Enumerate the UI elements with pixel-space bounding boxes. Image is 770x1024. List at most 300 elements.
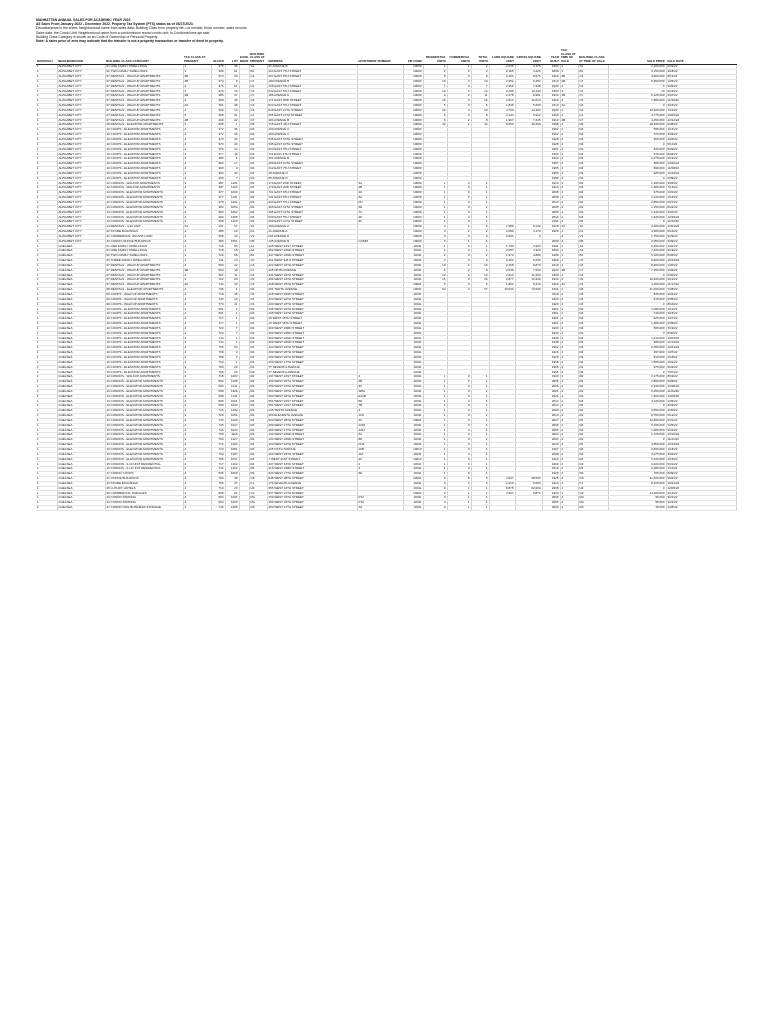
table-cell: 716 [211, 244, 225, 249]
table-cell: R4 [578, 389, 608, 394]
table-cell: 13 CONDOS - ELEVATOR APARTMENTS [105, 384, 183, 389]
table-cell: 1 [471, 215, 489, 220]
column-header: LOT [225, 49, 239, 65]
table-cell: 769 [211, 433, 225, 438]
table-cell: 10/31/22 [666, 481, 736, 486]
table-cell: 405 [211, 123, 225, 128]
table-cell: 10009 [403, 210, 423, 215]
table-cell: CHELSEA [57, 452, 105, 457]
table-cell: 1 [36, 491, 57, 496]
table-cell: 1 [36, 346, 57, 351]
table-cell: CHELSEA [57, 249, 105, 254]
table-cell: 2 [560, 409, 578, 414]
table-cell: C7 [578, 79, 608, 84]
table-cell: 1 [471, 418, 489, 423]
table-cell: 01 ONE FAMILY DWELLINGS [105, 249, 183, 254]
table-cell: 1 [36, 452, 57, 457]
table-cell: 2/18/22 [666, 355, 736, 360]
table-cell: 3/02/22 [666, 452, 736, 457]
table-cell: 2009 [542, 239, 560, 244]
table-cell: 2 [560, 152, 578, 157]
table-cell: 25 LUXURY HOTELS [105, 486, 183, 491]
table-cell: R4 [578, 205, 608, 210]
table-cell: 4 [560, 239, 578, 244]
table-cell: 450 WEST 17TH STREET [267, 428, 357, 433]
table-cell: 10 COOPS - ELEVATOR APARTMENTS [105, 355, 183, 360]
table-cell: 2 [560, 142, 578, 147]
table-cell: 795 [211, 457, 225, 462]
table-cell: 452 WEST 22ND STREET [267, 249, 357, 254]
table-cell: 77 SEVENTH AVENUE [267, 370, 357, 375]
table-cell: 1959 [542, 171, 560, 176]
table-cell: 10011 [403, 472, 423, 477]
table-cell: 746 [211, 288, 225, 293]
table-cell: 5A [357, 196, 403, 201]
table-cell: 2 [560, 351, 578, 356]
table-cell: 10 COOPS - ELEVATOR APARTMENTS [105, 142, 183, 147]
table-cell: 1027 [225, 423, 239, 428]
table-cell: 0 [447, 108, 471, 113]
table-cell: C4 [578, 108, 608, 113]
table-cell: 0 [608, 486, 666, 491]
table-cell: 0 [447, 191, 471, 196]
table-cell: 1910 [542, 278, 560, 283]
table-cell: C4 [578, 89, 608, 94]
table-cell: 1900 [542, 254, 560, 259]
table-cell: 11F [357, 452, 403, 457]
table-cell: 10 WEST 15TH STREET [267, 321, 357, 326]
table-cell: 766 [211, 481, 225, 486]
table-cell: 5,450,000 [608, 389, 666, 394]
table-cell: CHELSEA [57, 244, 105, 249]
table-cell: R4 [578, 428, 608, 433]
table-cell: C4 [249, 74, 267, 79]
table-cell: 1,625,000 [608, 215, 666, 220]
table-cell: 2 [560, 302, 578, 307]
table-cell: 10 COOPS - ELEVATOR APARTMENTS [105, 370, 183, 375]
table-cell [489, 506, 515, 511]
table-cell: 3 [225, 355, 239, 360]
table-cell: 2,504 [489, 234, 515, 239]
table-cell: 6/16/22 [666, 229, 736, 234]
table-cell: S4 [249, 225, 267, 230]
table-cell: 0 [423, 491, 447, 496]
table-cell: 2 [560, 210, 578, 215]
table-cell: 689,000 [608, 341, 666, 346]
table-cell: 224 WEST 15TH STREET [267, 302, 357, 307]
table-cell: 766 [211, 346, 225, 351]
table-cell: 1,075,000 [608, 157, 666, 162]
table-cell: 1 [471, 205, 489, 210]
table-cell: 13 CONDOS - ELEVATOR APARTMENTS [105, 443, 183, 448]
table-cell: 2 [183, 152, 211, 157]
table-cell: 2 [183, 191, 211, 196]
table-cell: CHELSEA [57, 336, 105, 341]
table-cell: 2 [560, 370, 578, 375]
table-cell: 0 [447, 89, 471, 94]
table-cell: 91 AVENUE B [267, 65, 357, 70]
table-cell: 0 [447, 428, 471, 433]
table-cell: 2 [560, 128, 578, 133]
table-cell: 1 [36, 89, 57, 94]
table-cell: 1 [36, 191, 57, 196]
table-cell: 360 WEST 22ND STREET [267, 341, 357, 346]
table-cell: 2 [183, 215, 211, 220]
table-cell: C6 [578, 292, 608, 297]
table-cell: D4 [578, 152, 608, 157]
table-cell: 0 [447, 244, 471, 249]
table-cell: 525,000 [608, 171, 666, 176]
table-cell: 395 [211, 234, 225, 239]
table-cell: ALPHABET CITY [57, 94, 105, 99]
table-cell: 13 CONDOS - ELEVATOR APARTMENTS [105, 389, 183, 394]
table-cell: 2 [560, 423, 578, 428]
table-cell: 1 [36, 462, 57, 467]
table-cell: 36 [225, 128, 239, 133]
table-cell: 1 [36, 133, 57, 138]
table-cell: 1 [36, 137, 57, 142]
table-cell: 7/28/22 [666, 288, 736, 293]
table-cell: 44 [225, 137, 239, 142]
table-cell: 1 [560, 258, 578, 263]
table-cell: 1 [36, 472, 57, 477]
table-cell: 1965 [542, 370, 560, 375]
table-cell: ALPHABET CITY [57, 181, 105, 186]
table-cell: 1 [471, 452, 489, 457]
table-cell: 1101 [225, 181, 239, 186]
table-cell: 2006 [542, 384, 560, 389]
table-cell: ALPHABET CITY [57, 171, 105, 176]
table-cell: R4 [249, 389, 267, 394]
table-cell: D4 [249, 128, 267, 133]
table-cell: 9/19/22 [666, 157, 736, 162]
table-cell: S1 [249, 65, 267, 70]
table-cell: 40 [225, 268, 239, 273]
table-cell: 8/05/22 [666, 254, 736, 259]
header-line: Decades/years in the sheet; Neighborhood name from sales data; Building Class from property file; Lot number, block number, sales records. [36, 26, 248, 31]
table-cell: 10009 [403, 162, 423, 167]
table-cell: 2015 [542, 443, 560, 448]
table-cell: 43 CONDO OFFICE BUILDINGS [105, 239, 183, 244]
table-cell: 44 [225, 142, 239, 147]
table-cell: S1 [578, 65, 608, 70]
table-cell: 384 [211, 162, 225, 167]
table-cell: 5 [423, 103, 447, 108]
table-cell: 1928 [542, 142, 560, 147]
table-cell: 1957 [542, 162, 560, 167]
table-cell: 694 [211, 384, 225, 389]
table-cell: 1938 [542, 336, 560, 341]
table-cell: 0 [423, 234, 447, 239]
table-cell: D4 [578, 147, 608, 152]
table-cell: G2 [249, 491, 267, 496]
table-cell: 1930 [542, 491, 560, 496]
table-cell: R4 [249, 452, 267, 457]
table-cell: 7/07/22 [666, 370, 736, 375]
table-cell: 31 [225, 113, 239, 118]
table-cell: 4 [183, 506, 211, 511]
table-cell: 450 WEST 17TH STREET [267, 423, 357, 428]
table-cell: 3 [471, 258, 489, 263]
table-cell: 1031 [225, 457, 239, 462]
table-cell: 18 [225, 249, 239, 254]
table-cell: 1960 [542, 152, 560, 157]
table-cell: 4,170 [515, 229, 542, 234]
table-cell: 2014 [542, 399, 560, 404]
table-cell: 9/26/22 [666, 380, 736, 385]
header-line: Note: A sales price of zero may indicate that the transfer is not a property transaction or transfer of deed to property. [36, 39, 224, 44]
table-cell: CHELSEA [57, 268, 105, 273]
table-cell: K1 [249, 481, 267, 486]
table-cell: 2 [560, 413, 578, 418]
table-cell: 9 [225, 79, 239, 84]
table-cell: CHELSEA [57, 413, 105, 418]
table-cell: 1 [36, 200, 57, 205]
table-cell: D4 [578, 346, 608, 351]
table-cell: R4 [249, 433, 267, 438]
column-header: TAX CLASS AT PRESENT [183, 49, 211, 65]
table-cell: 1 [471, 380, 489, 385]
table-cell: 10 [608, 89, 666, 94]
table-cell: 95,000 [608, 496, 666, 501]
table-cell: CHELSEA [57, 389, 105, 394]
table-cell: 0 [423, 496, 447, 501]
table-cell: 0 [423, 501, 447, 506]
table-cell: P13 [357, 501, 403, 506]
table-cell: 2,850,000 [608, 200, 666, 205]
table-cell: 12/05/22 [666, 486, 736, 491]
table-cell: 1 [36, 142, 57, 147]
table-cell: 10011 [403, 399, 423, 404]
table-cell: 7 [225, 176, 239, 181]
table-cell: 1 [36, 307, 57, 312]
table-cell: 768 [211, 355, 225, 360]
table-cell: CHELSEA [57, 457, 105, 462]
table-cell: 1900 [542, 84, 560, 89]
table-cell: 10011 [403, 375, 423, 380]
table-cell: 1054 [225, 205, 239, 210]
table-cell: ALPHABET CITY [57, 113, 105, 118]
table-cell: 10 COOPS - ELEVATOR APARTMENTS [105, 351, 183, 356]
table-cell: 2 [183, 331, 211, 336]
table-cell: 1 [423, 394, 447, 399]
table-cell: 400 EAST 10TH STREET [267, 162, 357, 167]
table-cell: 1 [36, 341, 57, 346]
table-cell: 10011 [403, 380, 423, 385]
table-cell: 2008 [542, 191, 560, 196]
table-cell: 2 [183, 200, 211, 205]
table-cell: 2 [560, 307, 578, 312]
table-cell: CHELSEA [57, 418, 105, 423]
table-cell: 0 [515, 234, 542, 239]
table-cell: 80 AVENUE D [267, 176, 357, 181]
table-cell: 2 [560, 365, 578, 370]
table-cell: ALPHABET CITY [57, 147, 105, 152]
table-cell: 2014 [542, 200, 560, 205]
table-cell: 2,352 [489, 79, 515, 84]
table-cell: C3 [578, 103, 608, 108]
table-cell: 14 [225, 108, 239, 113]
table-cell: 28 [225, 103, 239, 108]
table-cell: 10 COOPS - ELEVATOR APARTMENTS [105, 341, 183, 346]
table-cell: 520 WEST 28TH STREET [267, 418, 357, 423]
table-cell: C4 [249, 263, 267, 268]
table-cell: 435 WEST 19TH STREET [267, 307, 357, 312]
table-cell: 605 EAST 11TH STREET [267, 113, 357, 118]
table-cell: CHELSEA [57, 263, 105, 268]
table-cell: 10011 [403, 273, 423, 278]
table-cell: 1 [471, 467, 489, 472]
table-cell: 5,600 [515, 103, 542, 108]
table-cell: 717 [211, 462, 225, 467]
table-cell: ALPHABET CITY [57, 186, 105, 191]
table-cell: 1910 [542, 467, 560, 472]
table-cell: 1 [36, 336, 57, 341]
table-cell: 77 SEVENTH AVENUE [267, 365, 357, 370]
table-cell: 1 [471, 399, 489, 404]
table-cell: D4 [578, 370, 608, 375]
table-cell: 0 [447, 249, 471, 254]
table-cell: R4 [578, 443, 608, 448]
table-cell: 1 [423, 196, 447, 201]
table-cell: 7 [225, 326, 239, 331]
table-cell: 5E [357, 472, 403, 477]
table-cell: 1304 [225, 443, 239, 448]
table-cell: 4,850,000 [608, 443, 666, 448]
table-cell: 2 [560, 472, 578, 477]
table-cell: CHELSEA [57, 496, 105, 501]
table-cell: 2 [183, 186, 211, 191]
table-cell: 1910 [542, 186, 560, 191]
table-cell: 0 [447, 443, 471, 448]
table-cell: 380 [211, 239, 225, 244]
table-cell: 46 [225, 99, 239, 104]
table-cell: 2 [183, 205, 211, 210]
table-cell: 4 [560, 481, 578, 486]
table-cell: 1965 [542, 166, 560, 171]
table-cell: 9,874 [515, 491, 542, 496]
table-cell: 718 [211, 375, 225, 380]
table-cell: 10 COOPS - ELEVATOR APARTMENTS [105, 162, 183, 167]
table-cell: R4 [578, 399, 608, 404]
table-cell: 13 CONDOS - ELEVATOR APARTMENTS [105, 418, 183, 423]
table-cell: 1,907 [489, 118, 515, 123]
table-cell: 1,980 [489, 225, 515, 230]
table-cell: 1920 [542, 229, 560, 234]
table-cell: 4 [183, 496, 211, 501]
table-cell: 2,194 [489, 74, 515, 79]
table-cell: D4 [249, 133, 267, 138]
table-cell: 10011 [403, 360, 423, 365]
table-cell: 1 [36, 384, 57, 389]
table-cell: 1 [225, 341, 239, 346]
table-cell: 190 AVENUE C [267, 225, 357, 230]
table-cell: 2 [183, 380, 211, 385]
table-cell: 1,845 [489, 103, 515, 108]
table-cell: 13 CONDOS - ELEVATOR APARTMENTS [105, 215, 183, 220]
table-cell: 10011 [403, 452, 423, 457]
table-cell: 10009 [403, 196, 423, 201]
table-cell: CHELSEA [57, 404, 105, 409]
table-cell: D4 [249, 360, 267, 365]
table-cell: 10011 [403, 486, 423, 491]
table-cell: 10009 [403, 123, 423, 128]
table-cell: 1968 [542, 360, 560, 365]
table-cell: 0 [447, 283, 471, 288]
table-cell: C1 [249, 113, 267, 118]
table-cell: 95,000 [608, 501, 666, 506]
table-cell: 2 [560, 123, 578, 128]
table-cell: 373 [211, 137, 225, 142]
table-cell: 223 EAST 7TH STREET [267, 70, 357, 75]
table-cell: 171 EAST 3RD STREET [267, 99, 357, 104]
table-cell: 8/30/22 [666, 331, 736, 336]
table-cell: 4/28/22 [666, 506, 736, 511]
table-cell: 3 [357, 409, 403, 414]
table-cell: 1120 [225, 220, 239, 225]
table-cell: 100 WEST 18TH STREET [267, 452, 357, 457]
table-cell: 1 [36, 443, 57, 448]
table-cell: 0 [423, 239, 447, 244]
table-cell: 2 [183, 370, 211, 375]
table-cell: 2 [560, 457, 578, 462]
table-cell: 1 [225, 157, 239, 162]
table-cell: 13 CONDOS - ELEVATOR APARTMENTS [105, 200, 183, 205]
table-cell: 3,900 [515, 244, 542, 249]
table-cell: 10009 [403, 142, 423, 147]
table-cell: 10009 [403, 94, 423, 99]
table-cell: 2 [183, 351, 211, 356]
table-cell: 623 EAST 9TH STREET [267, 147, 357, 152]
table-cell: 1 [36, 273, 57, 278]
table-cell: 2 [357, 375, 403, 380]
table-cell: 10009 [403, 239, 423, 244]
table-cell: 1910 [542, 481, 560, 486]
table-cell: 2 [471, 70, 489, 75]
table-cell: 1 [36, 351, 57, 356]
table-cell: 204 AVENUE B [267, 118, 357, 123]
table-cell: 12 [225, 147, 239, 152]
table-cell: 4 [183, 491, 211, 496]
table-cell: 2 [183, 389, 211, 394]
table-cell: 2 [183, 147, 211, 152]
table-cell: 2 [560, 133, 578, 138]
table-cell: 2 [560, 196, 578, 201]
table-cell: 615,000 [608, 152, 666, 157]
table-cell: 2 [560, 312, 578, 317]
table-cell: COMM [357, 239, 403, 244]
table-cell: 1 [423, 191, 447, 196]
table-cell: 642 EAST 5TH STREET [267, 89, 357, 94]
table-cell: 1 [36, 157, 57, 162]
table-cell: 373 [211, 142, 225, 147]
table-cell: 07 RENTALS - WALKUP APARTMENTS [105, 273, 183, 278]
table-cell: D4 [578, 166, 608, 171]
table-cell: R4 [249, 418, 267, 423]
table-cell: R4 [249, 399, 267, 404]
table-cell: 2B [560, 268, 578, 273]
table-cell: 1 [36, 220, 57, 225]
table-cell: 10009 [403, 108, 423, 113]
table-cell: 10009 [403, 99, 423, 104]
table-cell: 1 [36, 457, 57, 462]
table-cell: 10001 [403, 283, 423, 288]
table-cell: 1962 [542, 128, 560, 133]
table-cell: W8A [357, 389, 403, 394]
table-cell: D4 [249, 137, 267, 142]
table-cell: 744 [211, 341, 225, 346]
table-cell: ALPHABET CITY [57, 215, 105, 220]
